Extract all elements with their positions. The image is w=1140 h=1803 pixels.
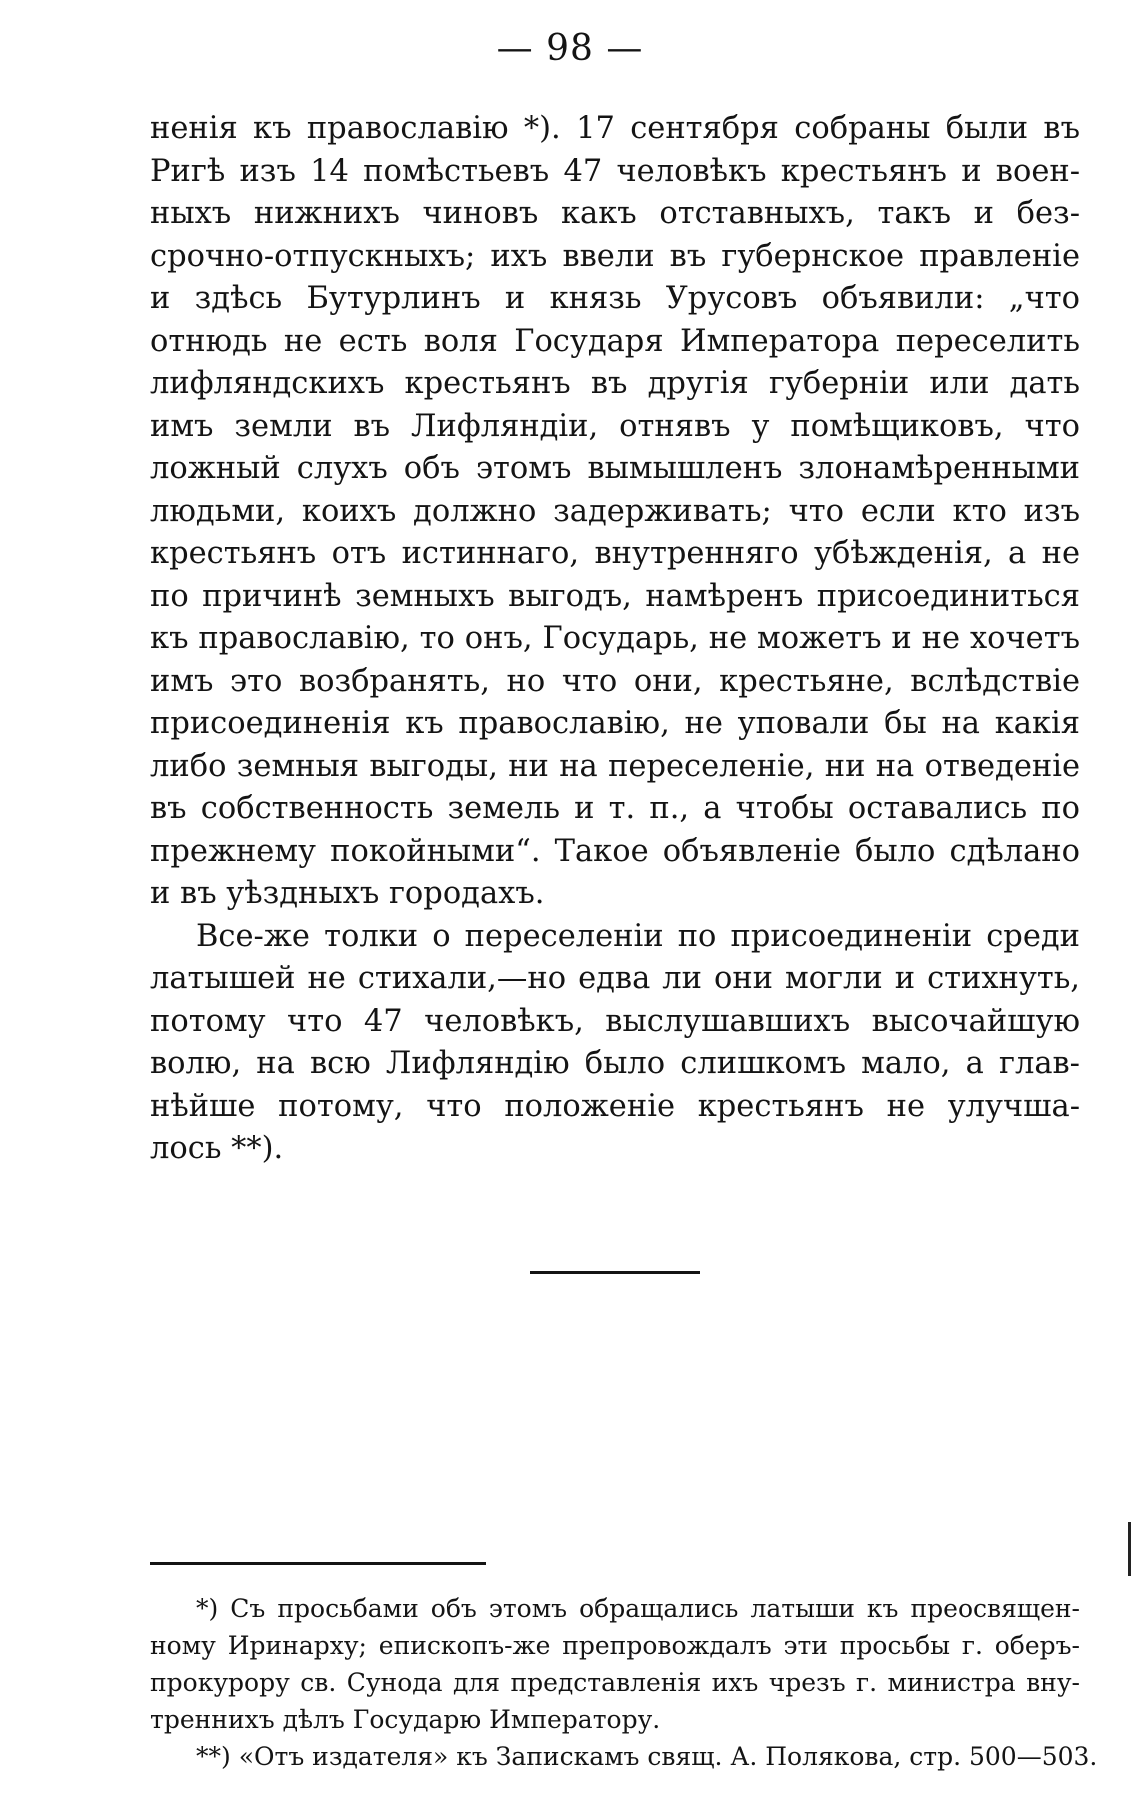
text-line: присоединенія къ православію, не уповали бы на какія: [150, 706, 1080, 741]
footnote-line: треннихъ дѣлъ Государю Императору.: [150, 1705, 661, 1734]
footnote-line: ному Иринарху; епископъ-же препровождалъ эти просьбы г. оберъ-: [150, 1631, 1080, 1660]
text-line: отнюдь не есть воля Государя Императора переселить: [150, 323, 1080, 359]
text-line: въ собственность земель и т. п., а чтобы оставались по: [150, 791, 1080, 826]
footnote-2: [150, 1738, 1098, 1775]
footnote-1: [150, 1590, 1080, 1738]
text-line: крестьянъ отъ истиннаго, внутренняго убѣжденія, а не: [150, 536, 1080, 571]
text-line: Ригѣ изъ 14 помѣстьевъ 47 человѣкъ крестьянъ и воен-: [150, 153, 1080, 189]
footnote-line: *) Съ просьбами объ этомъ обращались латыши къ преосвящен-: [196, 1594, 1080, 1623]
text-line: ныхъ нижнихъ чиновъ какъ отставныхъ, такъ и без-: [150, 196, 1080, 231]
margin-mark: [1128, 1522, 1131, 1576]
footnote-rule: [150, 1562, 486, 1565]
text-line: прежнему покойными“. Такое объявленіе было сдѣлано: [150, 833, 1080, 869]
page-number: — 98 —: [496, 28, 644, 69]
text-line: и въ уѣздныхъ городахъ.: [150, 876, 545, 911]
text-line: ложный слухъ объ этомъ вымышленъ злонамѣренными: [150, 451, 1080, 486]
footnotes: [150, 1590, 1098, 1775]
paragraph-2: [150, 916, 1080, 1171]
text-line: срочно-отпускныхъ; ихъ ввели въ губернское правленіе: [150, 238, 1080, 274]
text-line: волю, на всю Лифляндію было слишкомъ мало, а глав-: [150, 1046, 1080, 1081]
text-line: либо земныя выгоды, ни на переселеніе, ни на отведеніе: [150, 748, 1080, 784]
text-line: лифляндскихъ крестьянъ въ другія губерніи или дать: [150, 366, 1080, 401]
footnote-line: прокурору св. Сунода для представленія ихъ чрезъ г. министра вну-: [150, 1668, 1080, 1697]
text-line: по причинѣ земныхъ выгодъ, намѣренъ присоединиться: [150, 578, 1080, 614]
text-line: людьми, коихъ должно задерживать; что если кто изъ: [150, 493, 1080, 529]
section-divider: [530, 1271, 700, 1274]
text-line: нѣйше потому, что положеніе крестьянъ не улучша-: [150, 1088, 1080, 1124]
paragraph-1: [150, 108, 1080, 916]
text-line: Все-же толки о переселеніи по присоединеніи среди: [196, 918, 1080, 954]
text-line: лось **).: [150, 1131, 284, 1166]
text-line: и здѣсь Бутурлинъ и князь Урусовъ объявили: „что: [150, 281, 1080, 316]
text-line: имъ это возбранять, но что они, крестьяне, вслѣдствіе: [150, 663, 1080, 699]
footnote-line: **) «Отъ издателя» къ Запискамъ свящ. А. Полякова, стр. 500—503.: [196, 1742, 1098, 1771]
text-line: потому что 47 человѣкъ, выслушавшихъ высочайшую: [150, 1003, 1080, 1039]
text-line: латышей не стихали,—но едва ли они могли и стихнуть,: [150, 961, 1080, 996]
text-line: имъ земли въ Лифляндіи, отнявъ у помѣщиковъ, что: [150, 408, 1080, 444]
text-line: ненія къ православію *). 17 сентября собраны были въ: [150, 111, 1080, 146]
body-text: [150, 108, 1080, 1171]
text-line: къ православію, то онъ, Государь, не можетъ и не хочетъ: [150, 621, 1080, 656]
